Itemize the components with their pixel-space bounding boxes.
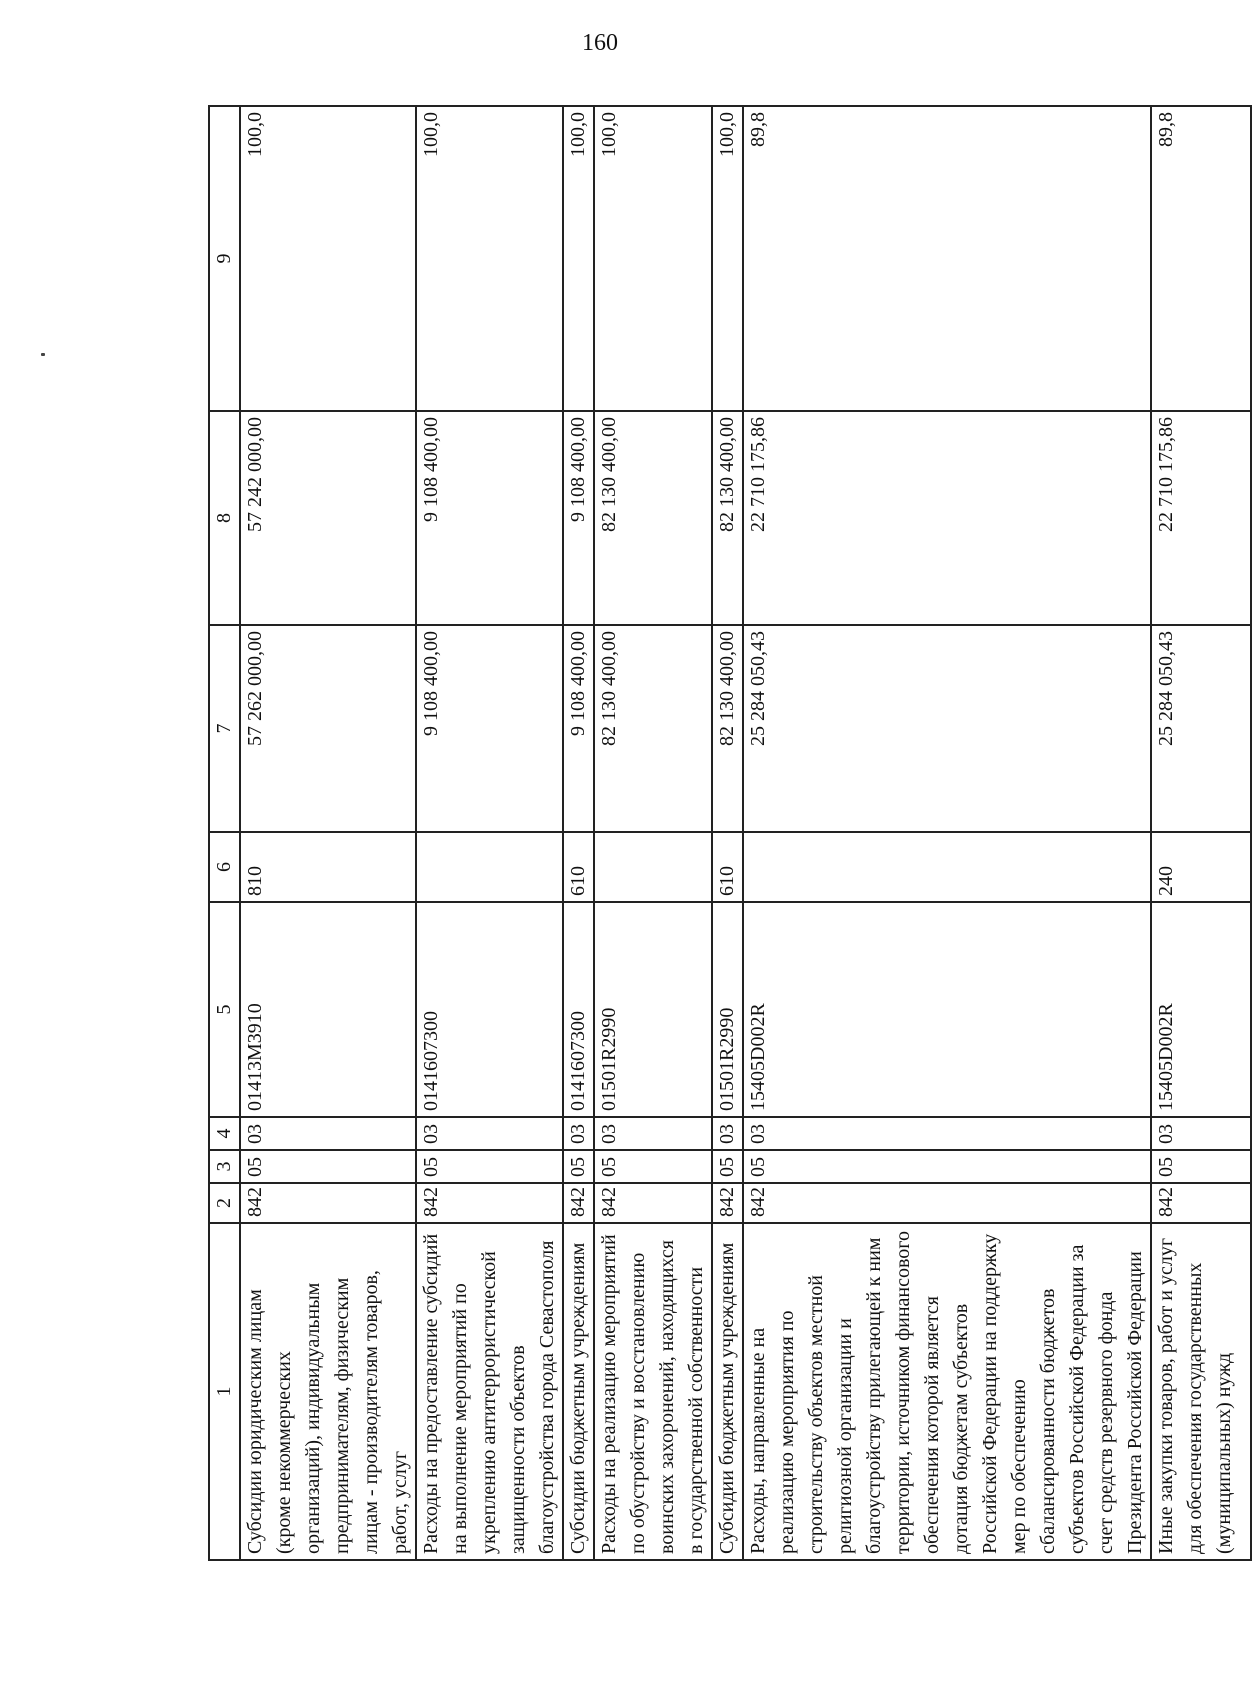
row-description: Иные закупки товаров, работ и услуг для обеспечения государственных (муниципальных) нужд [1151, 1223, 1251, 1560]
cell-subsection: 03 [240, 1117, 416, 1150]
cell-target-article: 0141607300 [416, 902, 563, 1117]
cell-planned-amount: 82 130 400,00 [594, 625, 712, 832]
cell-execution-percent: 100,0 [240, 106, 416, 411]
cell-execution-percent: 100,0 [594, 106, 712, 411]
column-header: 8 [209, 411, 240, 625]
cell-actual-amount: 9 108 400,00 [563, 411, 594, 625]
cell-execution-percent: 89,8 [743, 106, 1151, 411]
column-header: 7 [209, 625, 240, 832]
row-description: Субсидии бюджетным учреждениям [712, 1223, 743, 1560]
table-row [563, 106, 594, 1560]
cell-expense-type: 240 [1151, 832, 1251, 902]
cell-target-article: 15405D002R [743, 902, 1151, 1117]
column-header: 6 [209, 832, 240, 902]
cell-actual-amount: 22 710 175,86 [1151, 411, 1251, 625]
cell-expense-type [594, 832, 712, 902]
cell-target-article: 01501R2990 [712, 902, 743, 1117]
cell-section: 05 [563, 1150, 594, 1183]
table-header-row [209, 106, 240, 1560]
column-header: 1 [209, 1223, 240, 1560]
row-description: Расходы на реализацию мероприятий по обустройству и восстановлению воинских захоронений, находящихся в государственной собственности [594, 1223, 712, 1560]
cell-section: 05 [416, 1150, 563, 1183]
cell-expense-type: 610 [712, 832, 743, 902]
row-description: Субсидии бюджетным учреждениям [563, 1223, 594, 1560]
cell-execution-percent: 100,0 [416, 106, 563, 411]
cell-ministry-code: 842 [712, 1183, 743, 1223]
cell-ministry-code: 842 [563, 1183, 594, 1223]
cell-execution-percent: 89,8 [1151, 106, 1251, 411]
cell-actual-amount: 82 130 400,00 [712, 411, 743, 625]
column-header: 2 [209, 1183, 240, 1223]
cell-expense-type [743, 832, 1151, 902]
table-row [743, 106, 1151, 1560]
table-row [712, 106, 743, 1560]
cell-execution-percent: 100,0 [563, 106, 594, 411]
cell-section: 05 [743, 1150, 1151, 1183]
cell-subsection: 03 [563, 1117, 594, 1150]
cell-ministry-code: 842 [240, 1183, 416, 1223]
column-header: 5 [209, 902, 240, 1117]
page-number: 160 [582, 30, 618, 56]
cell-section: 05 [594, 1150, 712, 1183]
row-description: Субсидии юридическим лицам (кроме некоммерческих организаций), индивидуальным предпринимателям, физическим лицам - производителям товаров, работ, услуг [240, 1223, 416, 1560]
cell-target-article: 01501R2990 [594, 902, 712, 1117]
cell-expense-type: 610 [563, 832, 594, 902]
cell-expense-type: 810 [240, 832, 416, 902]
cell-planned-amount: 25 284 050,43 [1151, 625, 1251, 832]
cell-expense-type [416, 832, 563, 902]
cell-planned-amount: 9 108 400,00 [563, 625, 594, 832]
row-description: Расходы на предоставление субсидий на выполнение мероприятий по укреплению антитеррористической защищенности объектов благоустройства города Севастополя [416, 1223, 563, 1560]
cell-target-article: 0141607300 [563, 902, 594, 1117]
row-description: Расходы, направленные на реализацию мероприятия по строительству объектов местной религиозной организации и благоустройству прилегающей к ним территории, источником финансового обеспечения которой является дотация бюджетам субъектов Российской Федерации на поддержку мер по обеспечению сбалансированности бюджетов субъектов Российской Федерации за счет средств резервного фонда Президента Российской Федерации [743, 1223, 1151, 1560]
cell-planned-amount: 9 108 400,00 [416, 625, 563, 832]
cell-planned-amount: 57 262 000,00 [240, 625, 416, 832]
cell-ministry-code: 842 [743, 1183, 1151, 1223]
scan-speck [41, 353, 45, 356]
cell-planned-amount: 82 130 400,00 [712, 625, 743, 832]
column-header: 3 [209, 1150, 240, 1183]
cell-target-article: 15405D002R [1151, 902, 1251, 1117]
column-header: 4 [209, 1117, 240, 1150]
cell-section: 05 [712, 1150, 743, 1183]
cell-subsection: 03 [1151, 1117, 1251, 1150]
cell-section: 05 [240, 1150, 416, 1183]
rotated-table-container [208, 107, 1235, 1561]
cell-target-article: 01413M3910 [240, 902, 416, 1117]
table-row [1151, 106, 1251, 1560]
table-row [594, 106, 712, 1560]
cell-subsection: 03 [594, 1117, 712, 1150]
cell-subsection: 03 [743, 1117, 1151, 1150]
table-row [416, 106, 563, 1560]
budget-table [208, 105, 1252, 1561]
cell-actual-amount: 82 130 400,00 [594, 411, 712, 625]
cell-section: 05 [1151, 1150, 1251, 1183]
cell-ministry-code: 842 [594, 1183, 712, 1223]
cell-planned-amount: 25 284 050,43 [743, 625, 1151, 832]
column-header: 9 [209, 106, 240, 411]
table-row [240, 106, 416, 1560]
cell-actual-amount: 9 108 400,00 [416, 411, 563, 625]
cell-subsection: 03 [712, 1117, 743, 1150]
cell-ministry-code: 842 [1151, 1183, 1251, 1223]
cell-subsection: 03 [416, 1117, 563, 1150]
cell-actual-amount: 57 242 000,00 [240, 411, 416, 625]
cell-ministry-code: 842 [416, 1183, 563, 1223]
cell-actual-amount: 22 710 175,86 [743, 411, 1151, 625]
cell-execution-percent: 100,0 [712, 106, 743, 411]
